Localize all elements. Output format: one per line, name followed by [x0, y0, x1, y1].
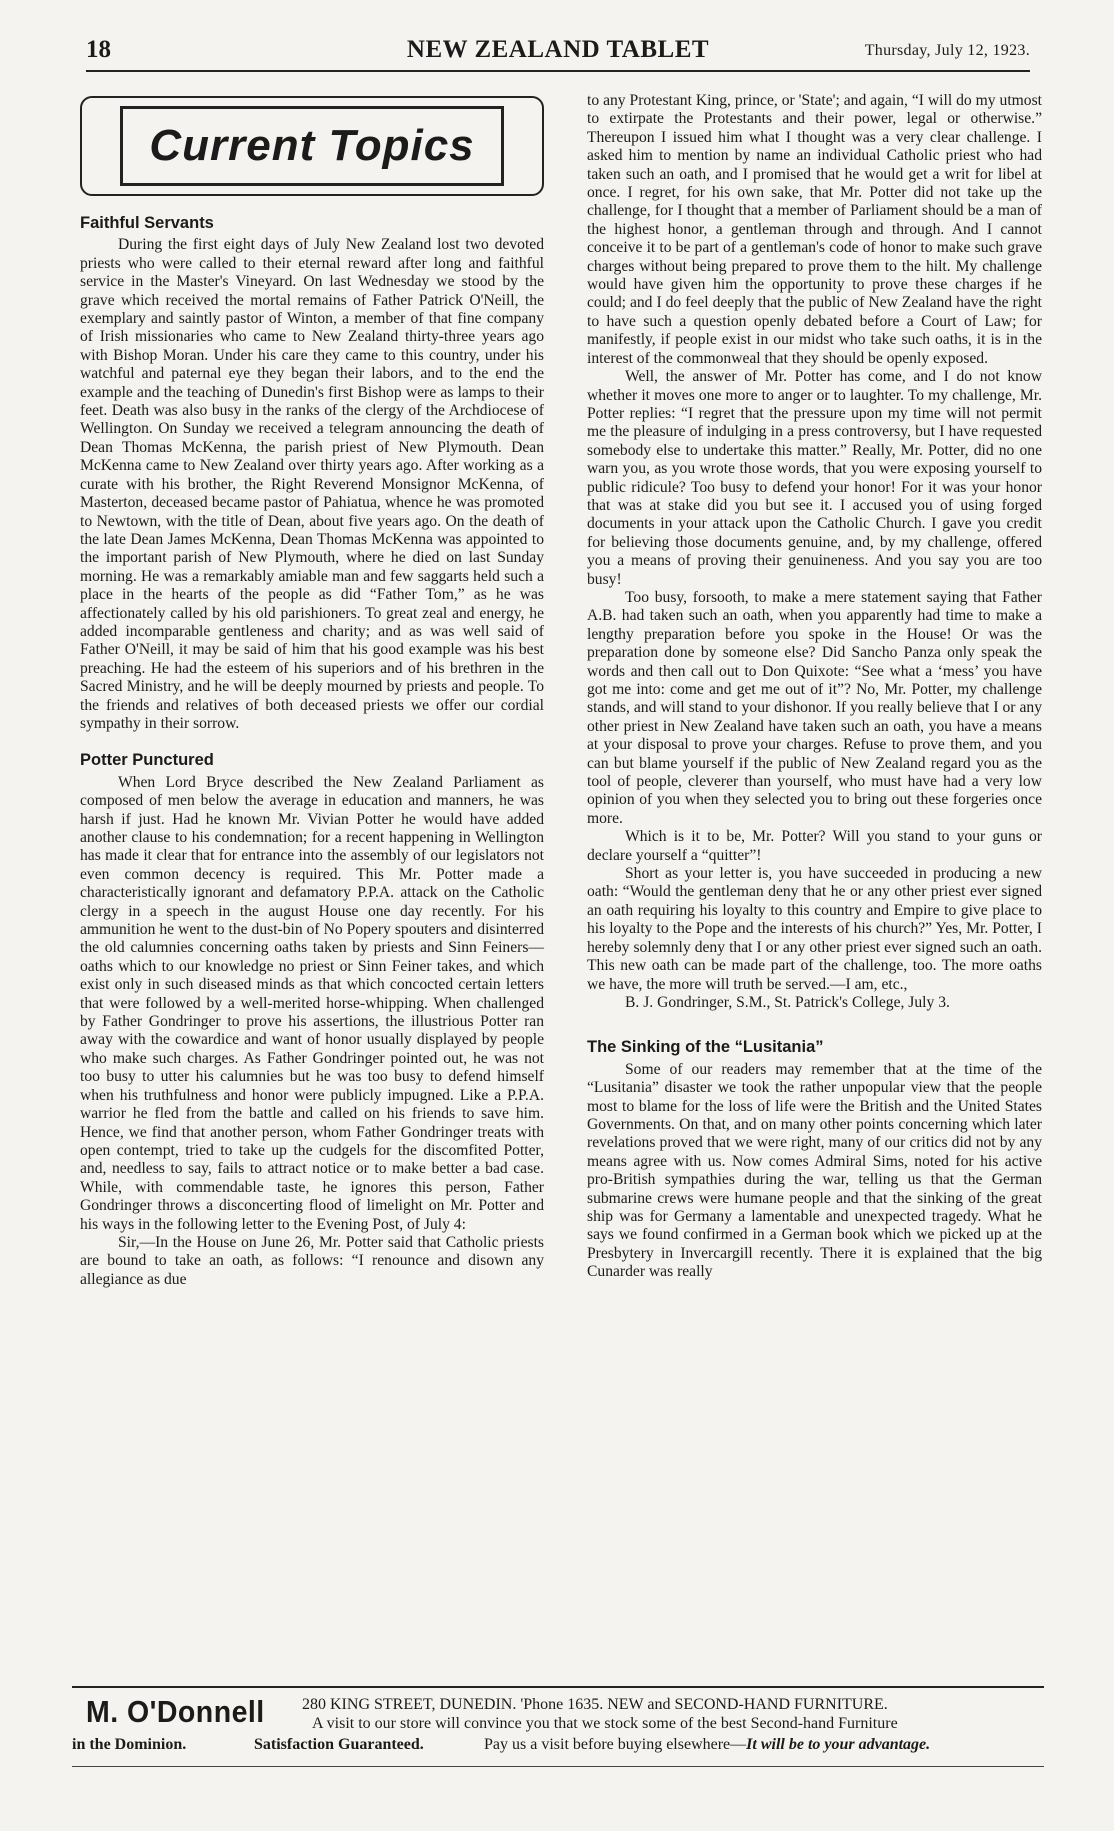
lusitania-paragraph: Some of our readers may remember that at the time of the “Lusitania” disaster we took the rather unpopular view that the people most to blame for the loss of life were the British and the United States Governments. On that, and on many other points concerning which later revelations proved that we were right, many of our critics did not by any means agree with us. Now comes Admiral Sims, noted for his active pro-British sympathies during the war, telling us that the German submarine crews were humane people and that the sinking of the great ship was for Germany a lamentable and unexpected tragedy. What he says we found confirmed in a German book which we picked up at the Presbytery in Invercargill recently. There it is explained that the big Cunarder was really [587, 1060, 1042, 1281]
advert-pay-text: Pay us a visit before buying elsewhere— [484, 1736, 747, 1753]
furniture-advert [72, 1694, 1044, 1764]
header-rule [86, 70, 1030, 72]
potter-paragraph-2: Sir,—In the House on June 26, Mr. Potter said that Catholic priests are bound to take an oath, as follows: “I renounce and disown any allegiance as due [80, 1233, 544, 1288]
right-column [587, 92, 1042, 1282]
advert-advantage-text: It will be to your advantage. [746, 1736, 931, 1753]
advert-line-dominion: in the Dominion. [72, 1736, 187, 1753]
issue-date: Thursday, July 12, 1923. [864, 42, 1030, 59]
letter-continued-1: to any Protestant King, prince, or 'State'; and again, “I will do my utmost to extirpate the Protestants and their power, legal or otherwise.” Thereupon I issued him what I thought was a very clear challenge. I asked him to mention by name an individual Catholic priest who had taken such an oath, and I promised that he would get a writ for libel at once. I regret, for his own sake, that Mr. Potter did not take up the challenge, for I thought that a member of Parliament should be a man of the highest honor, a gentleman through and through. And I cannot conceive it to be part of a gentleman's code of honor to make such grave charges without being prepared to prove them to the hilt. My challenge would have given him the opportunity to prove these charges if he could; and I do feel deeply that the public of New Zealand have the right to have such a question openly debated before a Court of Law; for manifestly, if people exist in our midst who take such oaths, it is in the interest of the commonweal that they should be openly exposed. [587, 92, 1042, 367]
page-number: 18 [86, 36, 111, 63]
advert-line-address: 280 KING STREET, DUNEDIN. 'Phone 1635. NEW and SECOND-HAND FURNITURE. [302, 1696, 888, 1713]
advert-bottom-rule [72, 1766, 1044, 1767]
page-header [86, 36, 1030, 70]
left-column [80, 96, 544, 1289]
faithful-servants-paragraph: During the first eight days of July New Zealand lost two devoted priests who were called to their eternal reward after long and faithful service in the Master's Vineyard. On last Wednesday we stood by the grave which received the mortal remains of Father Patrick O'Neill, the exemplary and saintly pastor of Winton, a member of that fine company of Irish missionaries who came to New Zealand thirty-three years ago with Bishop Moran. Under his care they came to this country, under his watchful and paternal eye they began their labors, and to the end the example and the teaching of Dunedin's first Bishop were as lamps to their feet. Death was also busy in the ranks of the clergy of the Archdiocese of Wellington. On Sunday we received a telegram announcing the death of Dean Thomas McKenna, the parish priest of New Plymouth. Dean McKenna came to New Zealand over thirty years ago. After working as a curate with his brother, the Right Reverend Monsignor McKenna, of Masterton, deceased became pastor of Pahiatua, whence he was promoted to Newtown, with the title of Dean, about five years ago. On the death of the late Dean James McKenna, Dean Thomas McKenna was appointed to the important parish of New Plymouth, where he died on last Sunday morning. He was a remarkably amiable man and few saggarts held such a place in the hearts of the people as did “Father Tom,” as he was affectionately called by his old parishioners. To great zeal and energy, he added incomparable gentleness and charity; and as was well said of Father O'Neill, it may be said of him that his good example was his best preaching. He had the esteem of his superiors and of his brethren in the Sacred Ministry, and he will be deeply mourned by priests and people. To the friends and relatives of both deceased priests we offer our cordial sympathy in their sorrow. [80, 236, 544, 732]
letter-continued-3: Too busy, forsooth, to make a mere statement saying that Father A.B. had taken such an oath, when you apparently had time to make a lengthy preparation before you spoke in the House! Or was the preparation done by someone else? Did Sancho Panza only speak the words and then call out to Don Quixote: “See what a ‘mess’ you have got me into: come and get me out of it”? No, Mr. Potter, my challenge stands, and will stand to your dishonor. If you really believe that I or any other priest in New Zealand have taken such an oath, you have a means at your disposal to prove your charges. Refuse to prove them, and you can but blame yourself if the public of New Zealand regard you as the tool of people, cleverer than yourself, who must have had a very low opinion of you when they selected you to bring out these forgeries once more. [587, 588, 1042, 827]
lusitania-heading: The Sinking of the “Lusitania” [587, 1038, 824, 1057]
advert-name: M. O'Donnell [86, 1694, 265, 1729]
potter-paragraph-1: When Lord Bryce described the New Zealand Parliament as composed of men below the average in education and manners, he was harsh if just. Had he known Mr. Vivian Potter he would have added another clause to his condemnation; for a recent happening in Wellington has made it clear that for entrance into the assembly of our legislators not even common decency is required. This Mr. Potter made a characteristically ignorant and defamatory P.P.A. attack on the Catholic clergy in a speech in the august House one day recently. For his ammunition he went to the dust-bin of No Popery spouters and disinterred the old calumnies concerning oaths taken by priests and Sinn Feiners—oaths which to our knowledge no priest or Sinn Feiner takes, and which exist only in such diseased minds as that which concocted certain letters that were followed by a well-merited horse-whipping. When challenged by Father Gondringer to prove his assertions, the illustrious Potter ran away with the cowardice and want of honor usually displayed by people who make such charges. As Father Gondringer pointed out, he was not too busy to utter his calumnies but he was too busy to defend himself when his truthfulness and honor were publicly impugned. Like a P.P.A. warrior he fled from the battle and called on his friends to save him. Hence, we find that another person, whom Father Gondringer treats with open contempt, tried to take up the cudgels for the discomfited Potter, and, needless to say, fails to attract notice or to make better a bad case. While, with commendable taste, he ignores this person, Father Gondringer throws a disconcerting flood of limelight on Mr. Potter and his ways in the following letter to the Evening Post, of July 4: [80, 773, 544, 1233]
faithful-servants-heading: Faithful Servants [80, 214, 214, 232]
letter-continued-2: Well, the answer of Mr. Potter has come, and I do not know whether it moves one more to anger or to laughter. To my challenge, Mr. Potter replies: “I regret that the pressure upon my time will not permit me the pleasure of indulging in a press controversy, but I have requested somebody else to undertake this matter.” Really, Mr. Potter, did no one warn you, as you wrote those words, that you were exposing yourself to public ridicule? Too busy to defend your honor! For it was your honor that was at stake did you but see it. I accused you of using forged documents in your attack upon the Catholic Church. I gave you credit for believing those documents genuine, and, by my challenge, offered you a means of proving their genuineness. And you say you are too busy! [587, 368, 1042, 588]
advert-line-visit: A visit to our store will convince you that we stock some of the best Second-hand Furniture [312, 1715, 898, 1732]
letter-signature: B. J. Gondringer, S.M., St. Patrick's College, July 3. [625, 993, 950, 1011]
current-topics-banner [80, 96, 544, 196]
letter-continued-4: Which is it to be, Mr. Potter? Will you stand to your guns or declare yourself a “quitter”! [587, 828, 1042, 864]
advert-top-rule [72, 1686, 1044, 1688]
current-topics-title: Current Topics [149, 120, 475, 170]
advert-line-pay-visit [484, 1736, 930, 1754]
publication-title: NEW ZEALAND TABLET [406, 36, 710, 63]
advert-line-guarantee: Satisfaction Guaranteed. [254, 1736, 424, 1753]
letter-continued-5: Short as your letter is, you have succeeded in producing a new oath: “Would the gentleman deny that he or any other priest ever signed an oath requiring his loyalty to this country and Empire to give place to his loyalty to the Pope and the interests of his church?” Yes, Mr. Potter, I hereby solemnly deny that I or any other priest ever signed such an oath. This new oath can be made part of the challenge, too. The more oaths we have, the more will truth be served.—I am, etc., [587, 865, 1042, 993]
potter-punctured-heading: Potter Punctured [80, 751, 214, 770]
current-topics-frame [120, 106, 504, 186]
